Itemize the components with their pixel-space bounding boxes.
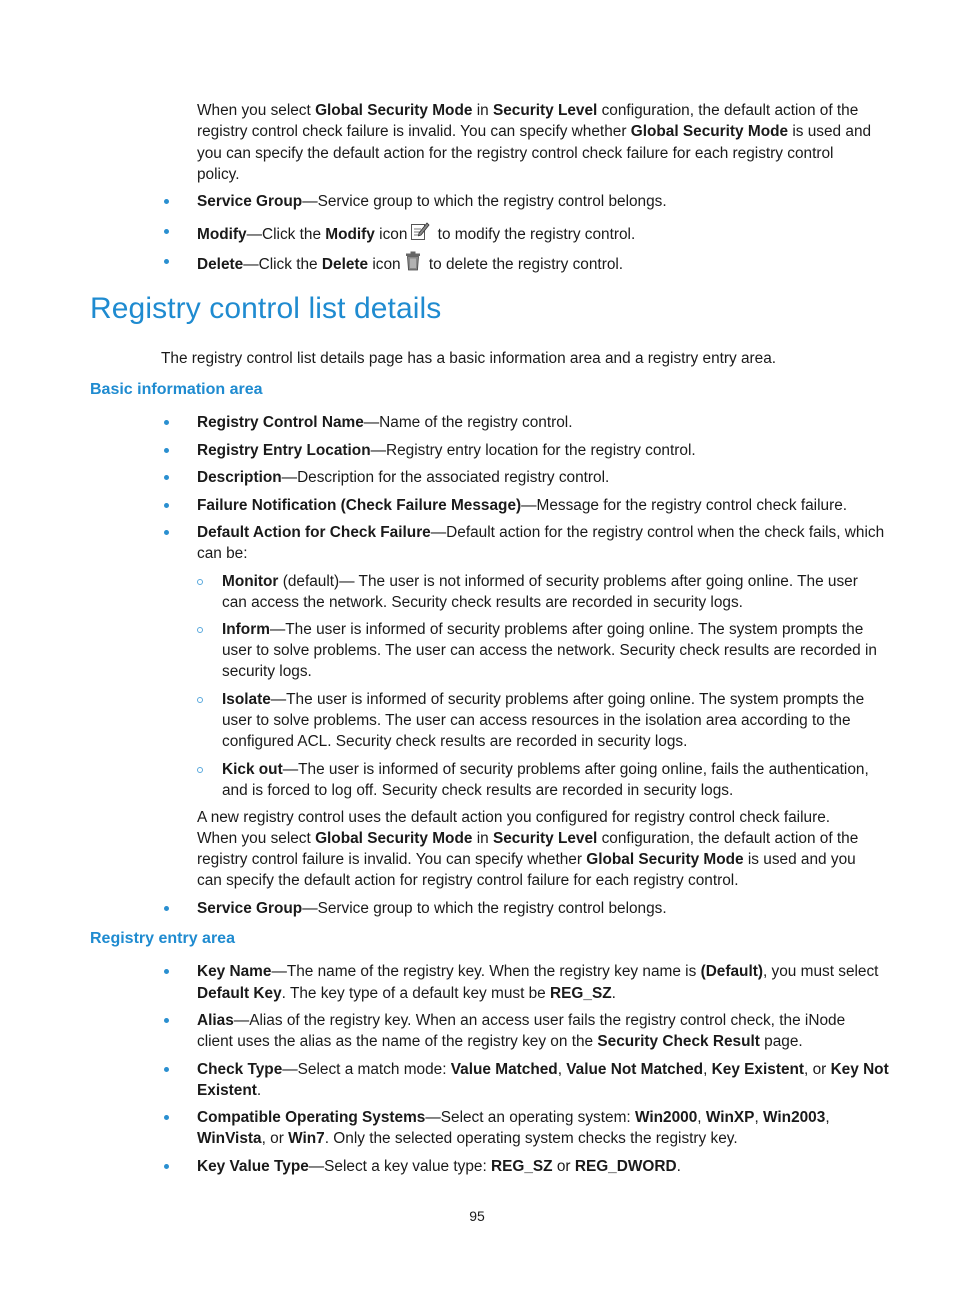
bullet [164,530,169,535]
basic-item: Registry Control Name—Name of the registry control. [197,414,573,431]
bullet [164,1067,169,1072]
basic-service-group: Service Group—Service group to which the registry control belongs. [197,900,667,917]
basic-item-cont: can be: [197,545,248,562]
bullet [164,259,169,264]
action-inform-cont: user to solve problems. The user can access the network. Security check results are recorded in [222,642,877,659]
bullet [164,448,169,453]
delete-icon[interactable] [404,251,422,277]
modify-item: Modify—Click the Modify icon to modify the registry control. [197,221,635,247]
entry-alias-cont: client uses the alias as the name of the registry key on the Security Check Result page. [197,1033,803,1050]
entry-key-name: Key Name—The name of the registry key. When the registry key name is (Default), you must select [197,963,879,980]
note-line-4: can specify the default action for registry control failure for each registry control. [197,872,739,889]
basic-info-heading: Basic information area [90,381,263,398]
sub-bullet [197,697,203,703]
intro-line-1: When you select Global Security Mode in Security Level configuration, the default action of the [197,102,859,119]
note-line-3: registry control failure is invalid. You can specify whether Global Security Mode is used and you [197,851,856,868]
action-isolate: Isolate—The user is informed of security problems after going online. The system prompts the [222,691,865,708]
entry-alias: Alias—Alias of the registry key. When an access user fails the registry control check, the iNode [197,1012,846,1029]
bullet [164,475,169,480]
intro-line-2: registry control check failure is invalid. You can specify whether Global Security Mode is used and [197,123,872,140]
registry-entry-heading: Registry entry area [90,930,235,947]
entry-key-name-cont: Default Key. The key type of a default key must be REG_SZ. [197,985,616,1002]
service-group-item: Service Group—Service group to which the registry control belongs. [197,193,667,210]
bullet [164,1018,169,1023]
section-heading: Registry control list details [90,292,442,325]
action-inform-cont: security logs. [222,663,312,680]
bullet [164,199,169,204]
basic-item: Description—Description for the associated registry control. [197,469,610,486]
action-kick-out: Kick out—The user is informed of security problems after going online, fails the authentication, [222,761,869,778]
section-intro: The registry control list details page has a basic information area and a registry entry area. [161,350,777,367]
modify-icon[interactable] [410,221,430,247]
entry-key-value-type: Key Value Type—Select a key value type: REG_SZ or REG_DWORD. [197,1158,681,1175]
action-monitor: Monitor (default)— The user is not informed of security problems after going online. The user [222,573,858,590]
note-line-2: When you select Global Security Mode in Security Level configuration, the default action of the [197,830,859,847]
intro-line-3: you can specify the default action for the registry control check failure for each registry control [197,145,834,162]
delete-item: Delete—Click the Delete icon to delete the registry control. [197,251,623,277]
action-monitor-cont: can access the network. Security check results are recorded in security logs. [222,594,743,611]
bullet [164,969,169,974]
sub-bullet [197,579,203,585]
bullet [164,1115,169,1120]
bullet [164,229,169,234]
action-kick-out-cont: and is forced to log off. Security check results are recorded in security logs. [222,782,734,799]
sub-bullet [197,767,203,773]
page-number: 95 [469,1208,485,1224]
entry-compatible-os: Compatible Operating Systems—Select an operating system: Win2000, WinXP, Win2003, [197,1109,830,1126]
bullet [164,420,169,425]
basic-item: Default Action for Check Failure—Default action for the registry control when the check fails, which [197,524,885,541]
basic-item: Failure Notification (Check Failure Message)—Message for the registry control check failure. [197,497,848,514]
entry-check-type-cont: Existent. [197,1082,262,1099]
bullet [164,906,169,911]
intro-line-4: policy. [197,166,240,183]
basic-item: Registry Entry Location—Registry entry location for the registry control. [197,442,696,459]
bullet [164,1164,169,1169]
bullet [164,503,169,508]
action-inform: Inform—The user is informed of security problems after going online. The system prompts the [222,621,864,638]
action-isolate-cont: configured ACL. Security check results are recorded in security logs. [222,733,688,750]
action-isolate-cont: user to solve problems. The user can access resources in the isolation area according to the [222,712,851,729]
entry-check-type: Check Type—Select a match mode: Value Matched, Value Not Matched, Key Existent, or Key Not [197,1061,889,1078]
note-line-1: A new registry control uses the default action you configured for registry control check failure. [197,809,831,826]
entry-compatible-os-cont: WinVista, or Win7. Only the selected operating system checks the registry key. [197,1130,738,1147]
sub-bullet [197,627,203,633]
